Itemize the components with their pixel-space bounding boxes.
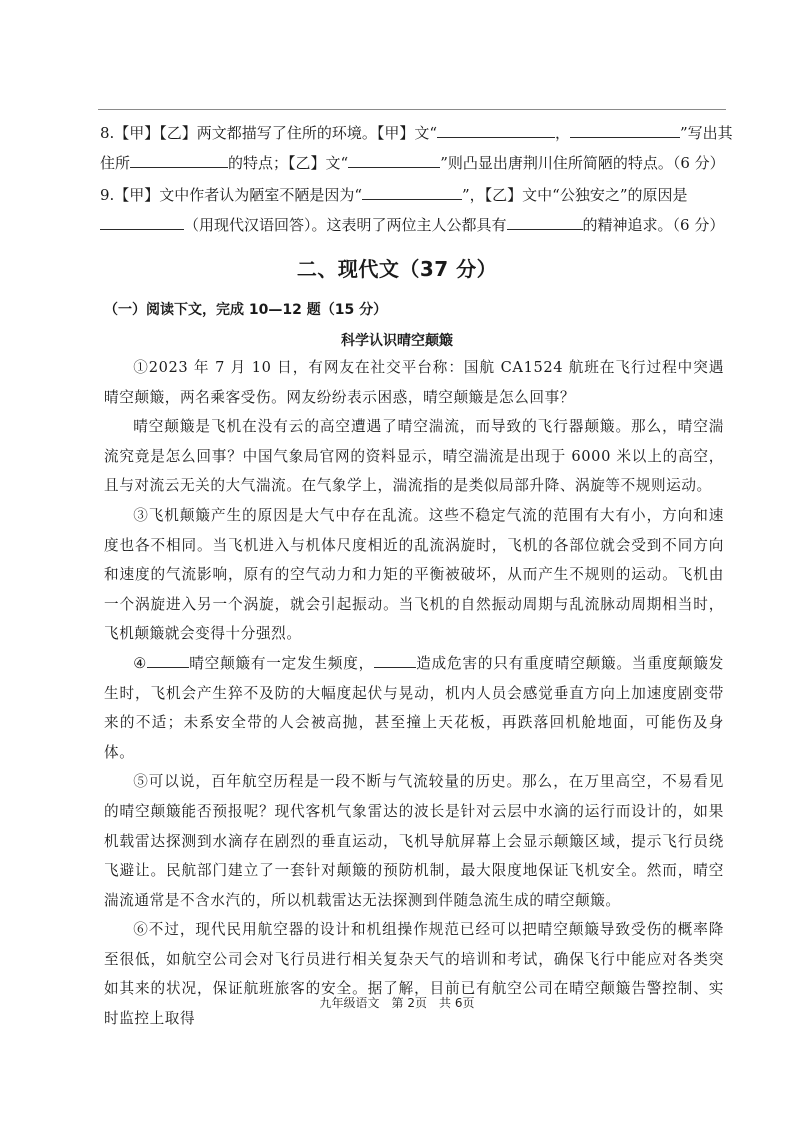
question-8-line-2 [100, 148, 730, 178]
para4-blank-1[interactable] [147, 649, 189, 668]
article-paragraph-5: ⑤可以说，百年航空历程是一段不断与气流较量的历史。那么，在万里高空，不易看见的晴空颠簸能否预报呢？现代客机气象雷达的波长是针对云层中水滴的运行而设计的，如果机载雷达探测到水滴存在剧烈的垂直运动，飞机导航屏幕上会显示颠簸区域，提示飞行员绕飞避让。民航部门建立了一套针对颠簸的预防机制，最大限度地保证飞机安全。然而，晴空湍流通常是不含水汽的，所以机载雷达无法探测到伴随急流生成的晴空颠簸。 [104, 773, 724, 909]
part-heading: （一）阅读下文，完成 10—12 题（15 分） [104, 302, 388, 318]
article-title: 科学认识晴空颠簸 [341, 333, 453, 349]
q9-blank-1[interactable] [362, 181, 462, 200]
question-9-line-2 [100, 210, 730, 240]
q9-blank-3[interactable] [507, 211, 583, 230]
para4-text-1: 晴空颠簸有一定发生频度， [189, 654, 375, 672]
para4-text-2: 造成危害的只有重度晴空颠簸。当重度颠簸发生时，飞机会产生猝不及防的大幅度起伏与晃动，机内人员会感觉垂直方向上加速度剧变带来的不适；未系安全带的人会被高抛，甚至撞上天花板，再跌落回机舱地面，可能伤及身体。 [104, 654, 724, 761]
q9-text-1: 9.【甲】文中作者认为陋室不陋是因为“ [100, 186, 362, 204]
article-paragraph-3: ③飞机颠簸产生的原因是大气中存在乱流。这些不稳定气流的范围有大有小，方向和速度也各不相同。当飞机进入与机体尺度相近的乱流涡旋时，飞机的各部位就会受到不同方向和速度的气流影响，原有的空气动力和力矩的平衡被破坏，从而产生不规则的运动。飞机由一个涡旋进入另一个涡旋，就会引起振动。当飞机的自然振动周期与乱流脉动周期相当时，飞机颠簸就会变得十分强烈。 [104, 506, 724, 643]
question-8-line-1 [100, 118, 733, 148]
q8-text-3: ”写出其 [680, 124, 733, 142]
article-paragraph-1: ①2023 年 7 月 10 日，有网友在社交平台称：国航 CA1524 航班在飞行过程中突遇晴空颠簸，两名乘客受伤。网友纷纷表示困惑，晴空颠簸是怎么回事？ [104, 359, 724, 406]
question-9 [100, 180, 730, 240]
q8-blank-1[interactable] [437, 119, 555, 138]
q9-text-4: 的精神追求。（6 分） [582, 216, 725, 234]
para4-blank-2[interactable] [374, 649, 416, 668]
article-paragraph-6: ⑥不过，现代民用航空器的设计和机组操作规范已经可以把晴空颠簸导致受伤的概率降至很低，如航空公司会对飞行员进行相关复杂天气的培训和考试，确保飞行中能应对各类突如其来的状况，保证航班旅客的安全。据了解，目前已有航空公司在晴空颠簸告警控制、实时监控上取得 [104, 921, 724, 1028]
footer-total-pages: 共 6页 [439, 996, 475, 1010]
para4-number: ④ [133, 654, 148, 672]
section-title: 二、现代文（37 分） [296, 257, 498, 281]
q8-blank-2[interactable] [570, 119, 680, 138]
page-footer [0, 994, 794, 1011]
article-paragraph-2: 晴空颠簸是飞机在没有云的高空遭遇了晴空湍流，而导致的飞行器颠簸。那么，晴空湍流究竟是怎么回事？中国气象局官网的资料显示，晴空湍流是出现于 6000 米以上的高空，且与对流云无关的大气湍流。在气象学上，湍流指的是类似局部升降、涡旋等不规则运动。 [104, 418, 724, 495]
q8-text-6: ”则凸显出唐荆川住所简陋的特点。（6 分） [440, 154, 725, 172]
top-divider [98, 109, 726, 110]
question-9-line-1 [100, 180, 730, 210]
footer-subject: 九年级语文 [319, 996, 380, 1010]
q8-text-2: ， [554, 124, 570, 142]
article-body [104, 353, 724, 1034]
q8-blank-4[interactable] [348, 149, 440, 168]
q9-text-2: ”，【乙】文中“公独安之”的原因是 [461, 186, 688, 204]
q9-text-3: （用现代汉语回答）。这表明了两位主人公都具有 [184, 216, 507, 234]
q8-text-4: 住所 [100, 154, 131, 172]
question-8 [100, 118, 733, 178]
q9-blank-2[interactable] [100, 211, 184, 230]
footer-page-number: 第 2页 [391, 996, 427, 1010]
q8-text-5: 的特点；【乙】文“ [228, 154, 349, 172]
q8-text-1: 8.【甲】【乙】两文都描写了住所的环境。【甲】文“ [100, 124, 437, 142]
q8-blank-3[interactable] [130, 149, 228, 168]
article-paragraph-4 [104, 649, 724, 767]
